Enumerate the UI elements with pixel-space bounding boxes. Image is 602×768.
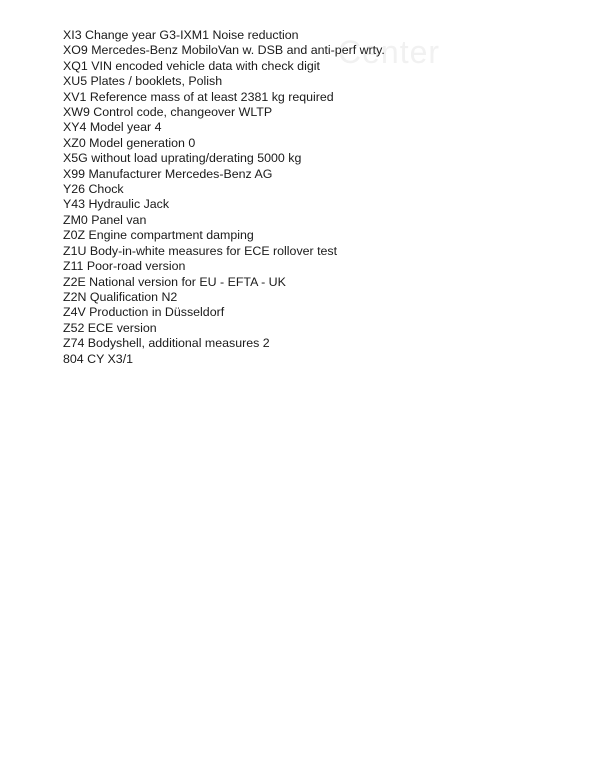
list-item: Y43 Hydraulic Jack [63,197,170,212]
list-item: XY4 Model year 4 [63,120,162,135]
list-item: X5G without load uprating/derating 5000 kg [63,151,302,166]
list-item: XQ1 VIN encoded vehicle data with check digit [63,58,320,73]
list-item: ZM0 Panel van [63,212,147,227]
list-item: Z2E National version for EU - EFTA - UK [63,274,286,289]
watermark: Center [338,34,441,70]
list-item: XW9 Control code, changeover WLTP [63,105,273,120]
list-item: 804 CY X3/1 [63,351,134,366]
equipment-code-list [63,28,385,367]
list-item: Z1U Body-in-white measures for ECE rollover test [63,243,338,258]
list-item: Z2N Qualification N2 [63,289,178,304]
list-item: Y26 Chock [63,182,124,197]
list-item: XV1 Reference mass of at least 2381 kg required [63,89,334,104]
list-item: Z52 ECE version [63,320,157,335]
list-item: XI3 Change year G3-IXM1 Noise reduction [63,28,299,42]
list-item: XO9 Mercedes-Benz MobiloVan w. DSB and anti-perf wrty. [63,43,385,58]
list-item: Z11 Poor-road version [63,259,186,274]
list-item: Z4V Production in Düsseldorf [63,305,225,320]
list-item: XU5 Plates / booklets, Polish [63,74,223,89]
list-item: Z74 Bodyshell, additional measures 2 [63,336,270,351]
list-item: XZ0 Model generation 0 [63,135,196,150]
list-item: X99 Manufacturer Mercedes-Benz AG [63,166,273,181]
list-item: Z0Z Engine compartment damping [63,228,254,243]
